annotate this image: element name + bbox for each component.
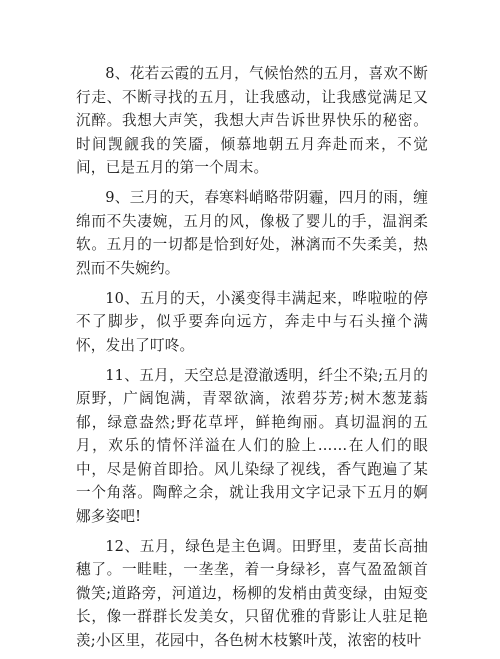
paragraph-11: 11、五月，天空总是澄澈透明，纤尘不染;五月的原野，广阔饱满，青翠欲滴，浓碧芬芳;树木葱茏蓊郁，绿意盎然;野花草坪，鲜艳绚丽。真切温润的五月，欢乐的情怀洋溢在人们的脸上……在人们的眼中，尽是俯首即拾。风儿染绿了视线，香气跑遍了某一个角落。陶醉之余，就让我用文字记录下五月的婀娜多姿吧! [76, 366, 428, 525]
document-body [76, 62, 428, 659]
paragraph-10: 10、五月的天，小溪变得丰满起来，哗啦啦的停不了脚步，似乎要奔向远方，奔走中与石头撞个满怀，发出了叮咚。 [76, 289, 428, 354]
paragraph-8: 8、花若云霞的五月，气候怡然的五月，喜欢不断行走、不断寻找的五月，让我感动，让我感觉满足又沉醉。我想大声笑，我想大声告诉世界快乐的秘密。时间觊觎我的笑靥，倾慕地朝五月奔赴而来，不觉间，已是五月的第一个周末。 [76, 65, 428, 176]
paragraph-9: 9、三月的天，春寒料峭略带阴霾，四月的雨，缠绵而不失凄婉，五月的风，像极了婴儿的手，温润柔软。五月的一切都是恰到好处，淋漓而不失柔美，热烈而不失婉约。 [76, 189, 428, 277]
paragraph-12: 12、五月，绿色是主色调。田野里，麦苗长高抽穗了。一畦畦，一垄垄，着一身绿衫，喜气盈盈颔首微笑;道路旁，河道边，杨柳的发梢由黄变绿，由短变长，像一群群长发美女，只留优雅的背影让人驻足艳羡;小区里，花园中，各色树木枝繁叶茂，浓密的枝叶 [76, 537, 428, 649]
